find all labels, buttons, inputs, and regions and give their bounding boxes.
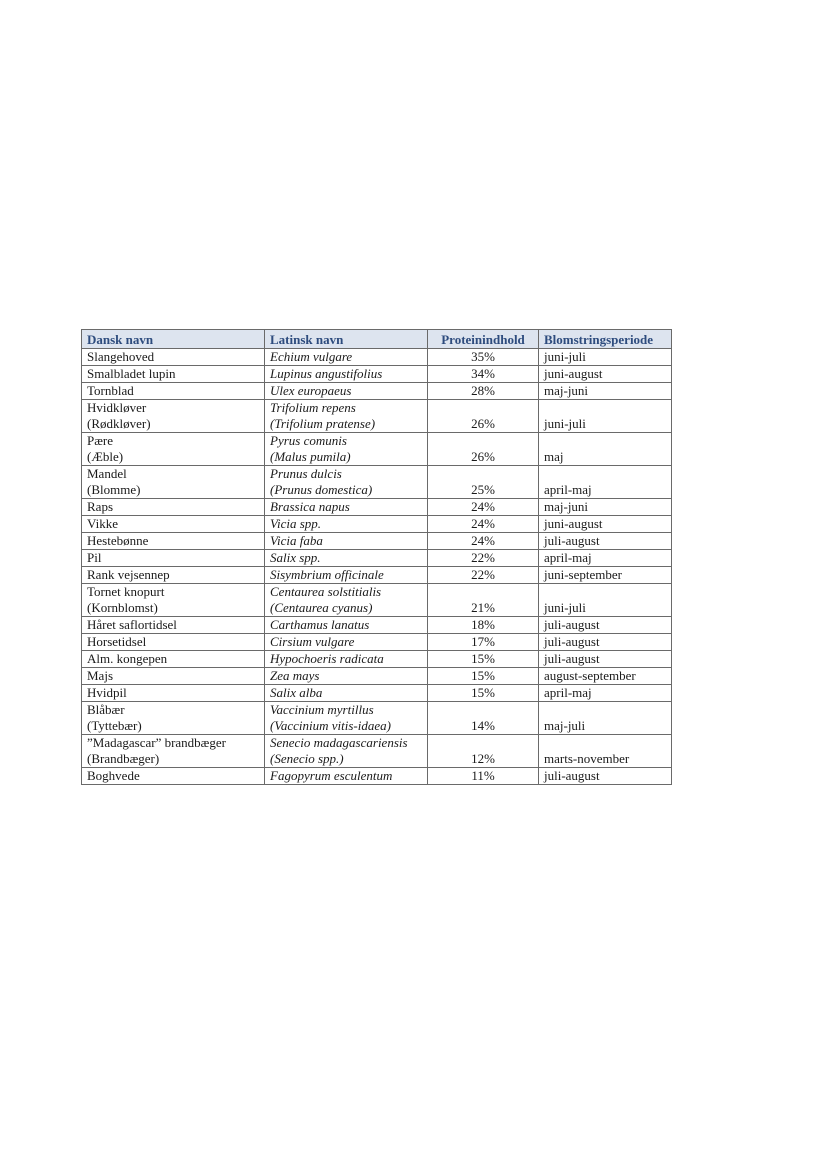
cell-latin-name	[265, 366, 428, 383]
cell-latin-name	[265, 466, 428, 499]
cell-latin-name-line: Trifolium repens	[270, 400, 356, 415]
cell-danish-name	[82, 651, 265, 668]
cell-danish-name	[82, 768, 265, 785]
cell-danish-name	[82, 400, 265, 433]
cell-latin-name	[265, 768, 428, 785]
cell-flowering-period: juli-august	[539, 617, 672, 634]
cell-latin-name	[265, 383, 428, 400]
cell-flowering-period: april-maj	[539, 550, 672, 567]
table-row	[82, 668, 672, 685]
cell-danish-name	[82, 617, 265, 634]
cell-flowering-period: marts-november	[539, 735, 672, 768]
cell-latin-name-line: Cirsium vulgare	[270, 634, 355, 649]
table-row	[82, 651, 672, 668]
cell-danish-name-line: Boghvede	[87, 768, 140, 783]
cell-danish-name	[82, 516, 265, 533]
cell-danish-name	[82, 533, 265, 550]
cell-latin-name-line: Hypochoeris radicata	[270, 651, 384, 666]
cell-protein-content: 11%	[428, 768, 539, 785]
cell-danish-name-line: Hestebønne	[87, 533, 149, 548]
cell-danish-name-line: (Blomme)	[87, 482, 141, 497]
header-flowering-period: Blomstringsperiode	[539, 330, 672, 349]
table-row	[82, 567, 672, 584]
cell-danish-name-line: Pære	[87, 433, 113, 448]
cell-protein-content: 24%	[428, 516, 539, 533]
table-row	[82, 349, 672, 366]
cell-protein-content: 24%	[428, 533, 539, 550]
plant-protein-table	[81, 329, 672, 785]
cell-danish-name	[82, 702, 265, 735]
cell-flowering-period: juli-august	[539, 651, 672, 668]
table-row	[82, 550, 672, 567]
cell-latin-name	[265, 735, 428, 768]
table-row	[82, 634, 672, 651]
cell-flowering-period: juli-august	[539, 768, 672, 785]
cell-danish-name	[82, 567, 265, 584]
cell-latin-name-line: Senecio madagascariensis	[270, 735, 408, 750]
header-danish-name: Dansk navn	[82, 330, 265, 349]
cell-latin-name-line: Centaurea solstitialis	[270, 584, 382, 599]
cell-danish-name-line: Blåbær	[87, 702, 125, 717]
cell-protein-content: 14%	[428, 702, 539, 735]
cell-danish-name-line: Slangehoved	[87, 349, 155, 364]
cell-danish-name	[82, 433, 265, 466]
cell-flowering-period: juni-august	[539, 516, 672, 533]
cell-latin-name	[265, 702, 428, 735]
cell-danish-name-line: Raps	[87, 499, 113, 514]
cell-danish-name-line: Tornet knopurt	[87, 584, 165, 599]
cell-flowering-period: maj-juni	[539, 499, 672, 516]
cell-flowering-period: juni-juli	[539, 400, 672, 433]
cell-danish-name-line: Tornblad	[87, 383, 134, 398]
cell-latin-name	[265, 533, 428, 550]
header-protein-content: Proteinindhold	[428, 330, 539, 349]
cell-danish-name	[82, 466, 265, 499]
table-header-row	[82, 330, 672, 349]
cell-latin-name-line: Echium vulgare	[270, 349, 353, 364]
cell-danish-name-line: Smalbladet lupin	[87, 366, 176, 381]
cell-danish-name-line: Hvidpil	[87, 685, 127, 700]
table-row	[82, 499, 672, 516]
cell-flowering-period: august-september	[539, 668, 672, 685]
cell-danish-name-line: Rank vejsennep	[87, 567, 170, 582]
cell-flowering-period: juli-august	[539, 533, 672, 550]
cell-danish-name-line: Pil	[87, 550, 102, 565]
cell-flowering-period: juni-juli	[539, 349, 672, 366]
table-row	[82, 685, 672, 702]
cell-danish-name	[82, 383, 265, 400]
cell-latin-name	[265, 499, 428, 516]
cell-protein-content: 34%	[428, 366, 539, 383]
table-row	[82, 466, 672, 499]
cell-latin-name	[265, 349, 428, 366]
cell-flowering-period: maj-juni	[539, 383, 672, 400]
cell-protein-content: 22%	[428, 567, 539, 584]
cell-protein-content: 26%	[428, 433, 539, 466]
cell-danish-name-line: Horsetidsel	[87, 634, 147, 649]
cell-latin-name-line: Salix alba	[270, 685, 323, 700]
cell-danish-name-line: Hvidkløver	[87, 400, 147, 415]
cell-danish-name	[82, 735, 265, 768]
cell-protein-content: 28%	[428, 383, 539, 400]
cell-danish-name	[82, 584, 265, 617]
cell-danish-name-line: (Rødkløver)	[87, 416, 151, 431]
cell-danish-name-line: ”Madagascar” brandbæger	[87, 735, 226, 750]
cell-danish-name-line: Vikke	[87, 516, 118, 531]
cell-latin-name	[265, 584, 428, 617]
cell-danish-name-line: Majs	[87, 668, 113, 683]
table-row	[82, 768, 672, 785]
cell-protein-content: 22%	[428, 550, 539, 567]
header-latin-name: Latinsk navn	[265, 330, 428, 349]
cell-protein-content: 15%	[428, 668, 539, 685]
cell-danish-name-line: Alm. kongepen	[87, 651, 168, 666]
cell-flowering-period: april-maj	[539, 466, 672, 499]
cell-latin-name-line: (Senecio spp.)	[270, 751, 344, 766]
cell-latin-name-line: Carthamus lanatus	[270, 617, 370, 632]
cell-protein-content: 17%	[428, 634, 539, 651]
cell-latin-name-line: (Malus pumila)	[270, 449, 351, 464]
cell-protein-content: 12%	[428, 735, 539, 768]
cell-latin-name-line: (Vaccinium vitis-idaea)	[270, 718, 391, 733]
cell-flowering-period: maj-juli	[539, 702, 672, 735]
cell-danish-name	[82, 499, 265, 516]
cell-latin-name-line: Sisymbrium officinale	[270, 567, 384, 582]
cell-danish-name-line: (Æble)	[87, 449, 124, 464]
table-row	[82, 584, 672, 617]
cell-latin-name	[265, 516, 428, 533]
table-row	[82, 516, 672, 533]
cell-latin-name	[265, 617, 428, 634]
cell-latin-name-line: Vicia spp.	[270, 516, 322, 531]
cell-protein-content: 26%	[428, 400, 539, 433]
cell-flowering-period: juni-september	[539, 567, 672, 584]
cell-latin-name-line: Pyrus comunis	[270, 433, 347, 448]
cell-latin-name-line: Vaccinium myrtillus	[270, 702, 374, 717]
cell-danish-name	[82, 668, 265, 685]
table-row	[82, 533, 672, 550]
table-row	[82, 433, 672, 466]
cell-danish-name-line: (Brandbæger)	[87, 751, 160, 766]
cell-latin-name-line: Prunus dulcis	[270, 466, 342, 481]
cell-latin-name-line: Brassica napus	[270, 499, 350, 514]
table-row	[82, 617, 672, 634]
cell-danish-name	[82, 550, 265, 567]
cell-flowering-period: juli-august	[539, 634, 672, 651]
cell-protein-content: 24%	[428, 499, 539, 516]
cell-latin-name-line: Salix spp.	[270, 550, 321, 565]
cell-flowering-period: april-maj	[539, 685, 672, 702]
cell-protein-content: 15%	[428, 685, 539, 702]
table-row	[82, 383, 672, 400]
cell-latin-name-line: Lupinus angustifolius	[270, 366, 383, 381]
cell-danish-name	[82, 634, 265, 651]
cell-flowering-period: maj	[539, 433, 672, 466]
cell-latin-name	[265, 685, 428, 702]
cell-latin-name	[265, 634, 428, 651]
cell-latin-name	[265, 550, 428, 567]
cell-flowering-period: juni-august	[539, 366, 672, 383]
cell-latin-name	[265, 433, 428, 466]
cell-danish-name	[82, 366, 265, 383]
cell-danish-name-line: (Kornblomst)	[87, 600, 158, 615]
table-row	[82, 735, 672, 768]
cell-protein-content: 35%	[428, 349, 539, 366]
cell-protein-content: 25%	[428, 466, 539, 499]
cell-latin-name-line: Zea mays	[270, 668, 320, 683]
cell-latin-name-line: (Centaurea cyanus)	[270, 600, 373, 615]
cell-danish-name-line: (Tyttebær)	[87, 718, 142, 733]
table-row	[82, 400, 672, 433]
table-row	[82, 702, 672, 735]
cell-latin-name-line: Vicia faba	[270, 533, 323, 548]
cell-protein-content: 21%	[428, 584, 539, 617]
cell-protein-content: 18%	[428, 617, 539, 634]
cell-danish-name-line: Håret saflortidsel	[87, 617, 177, 632]
cell-latin-name-line: (Trifolium pratense)	[270, 416, 376, 431]
cell-danish-name	[82, 685, 265, 702]
cell-latin-name	[265, 567, 428, 584]
cell-latin-name	[265, 400, 428, 433]
cell-protein-content: 15%	[428, 651, 539, 668]
cell-latin-name-line: (Prunus domestica)	[270, 482, 373, 497]
cell-latin-name-line: Fagopyrum esculentum	[270, 768, 393, 783]
cell-latin-name	[265, 668, 428, 685]
cell-latin-name-line: Ulex europaeus	[270, 383, 352, 398]
table-row	[82, 366, 672, 383]
cell-flowering-period: juni-juli	[539, 584, 672, 617]
cell-danish-name-line: Mandel	[87, 466, 127, 481]
cell-danish-name	[82, 349, 265, 366]
table-body	[82, 349, 672, 785]
cell-latin-name	[265, 651, 428, 668]
